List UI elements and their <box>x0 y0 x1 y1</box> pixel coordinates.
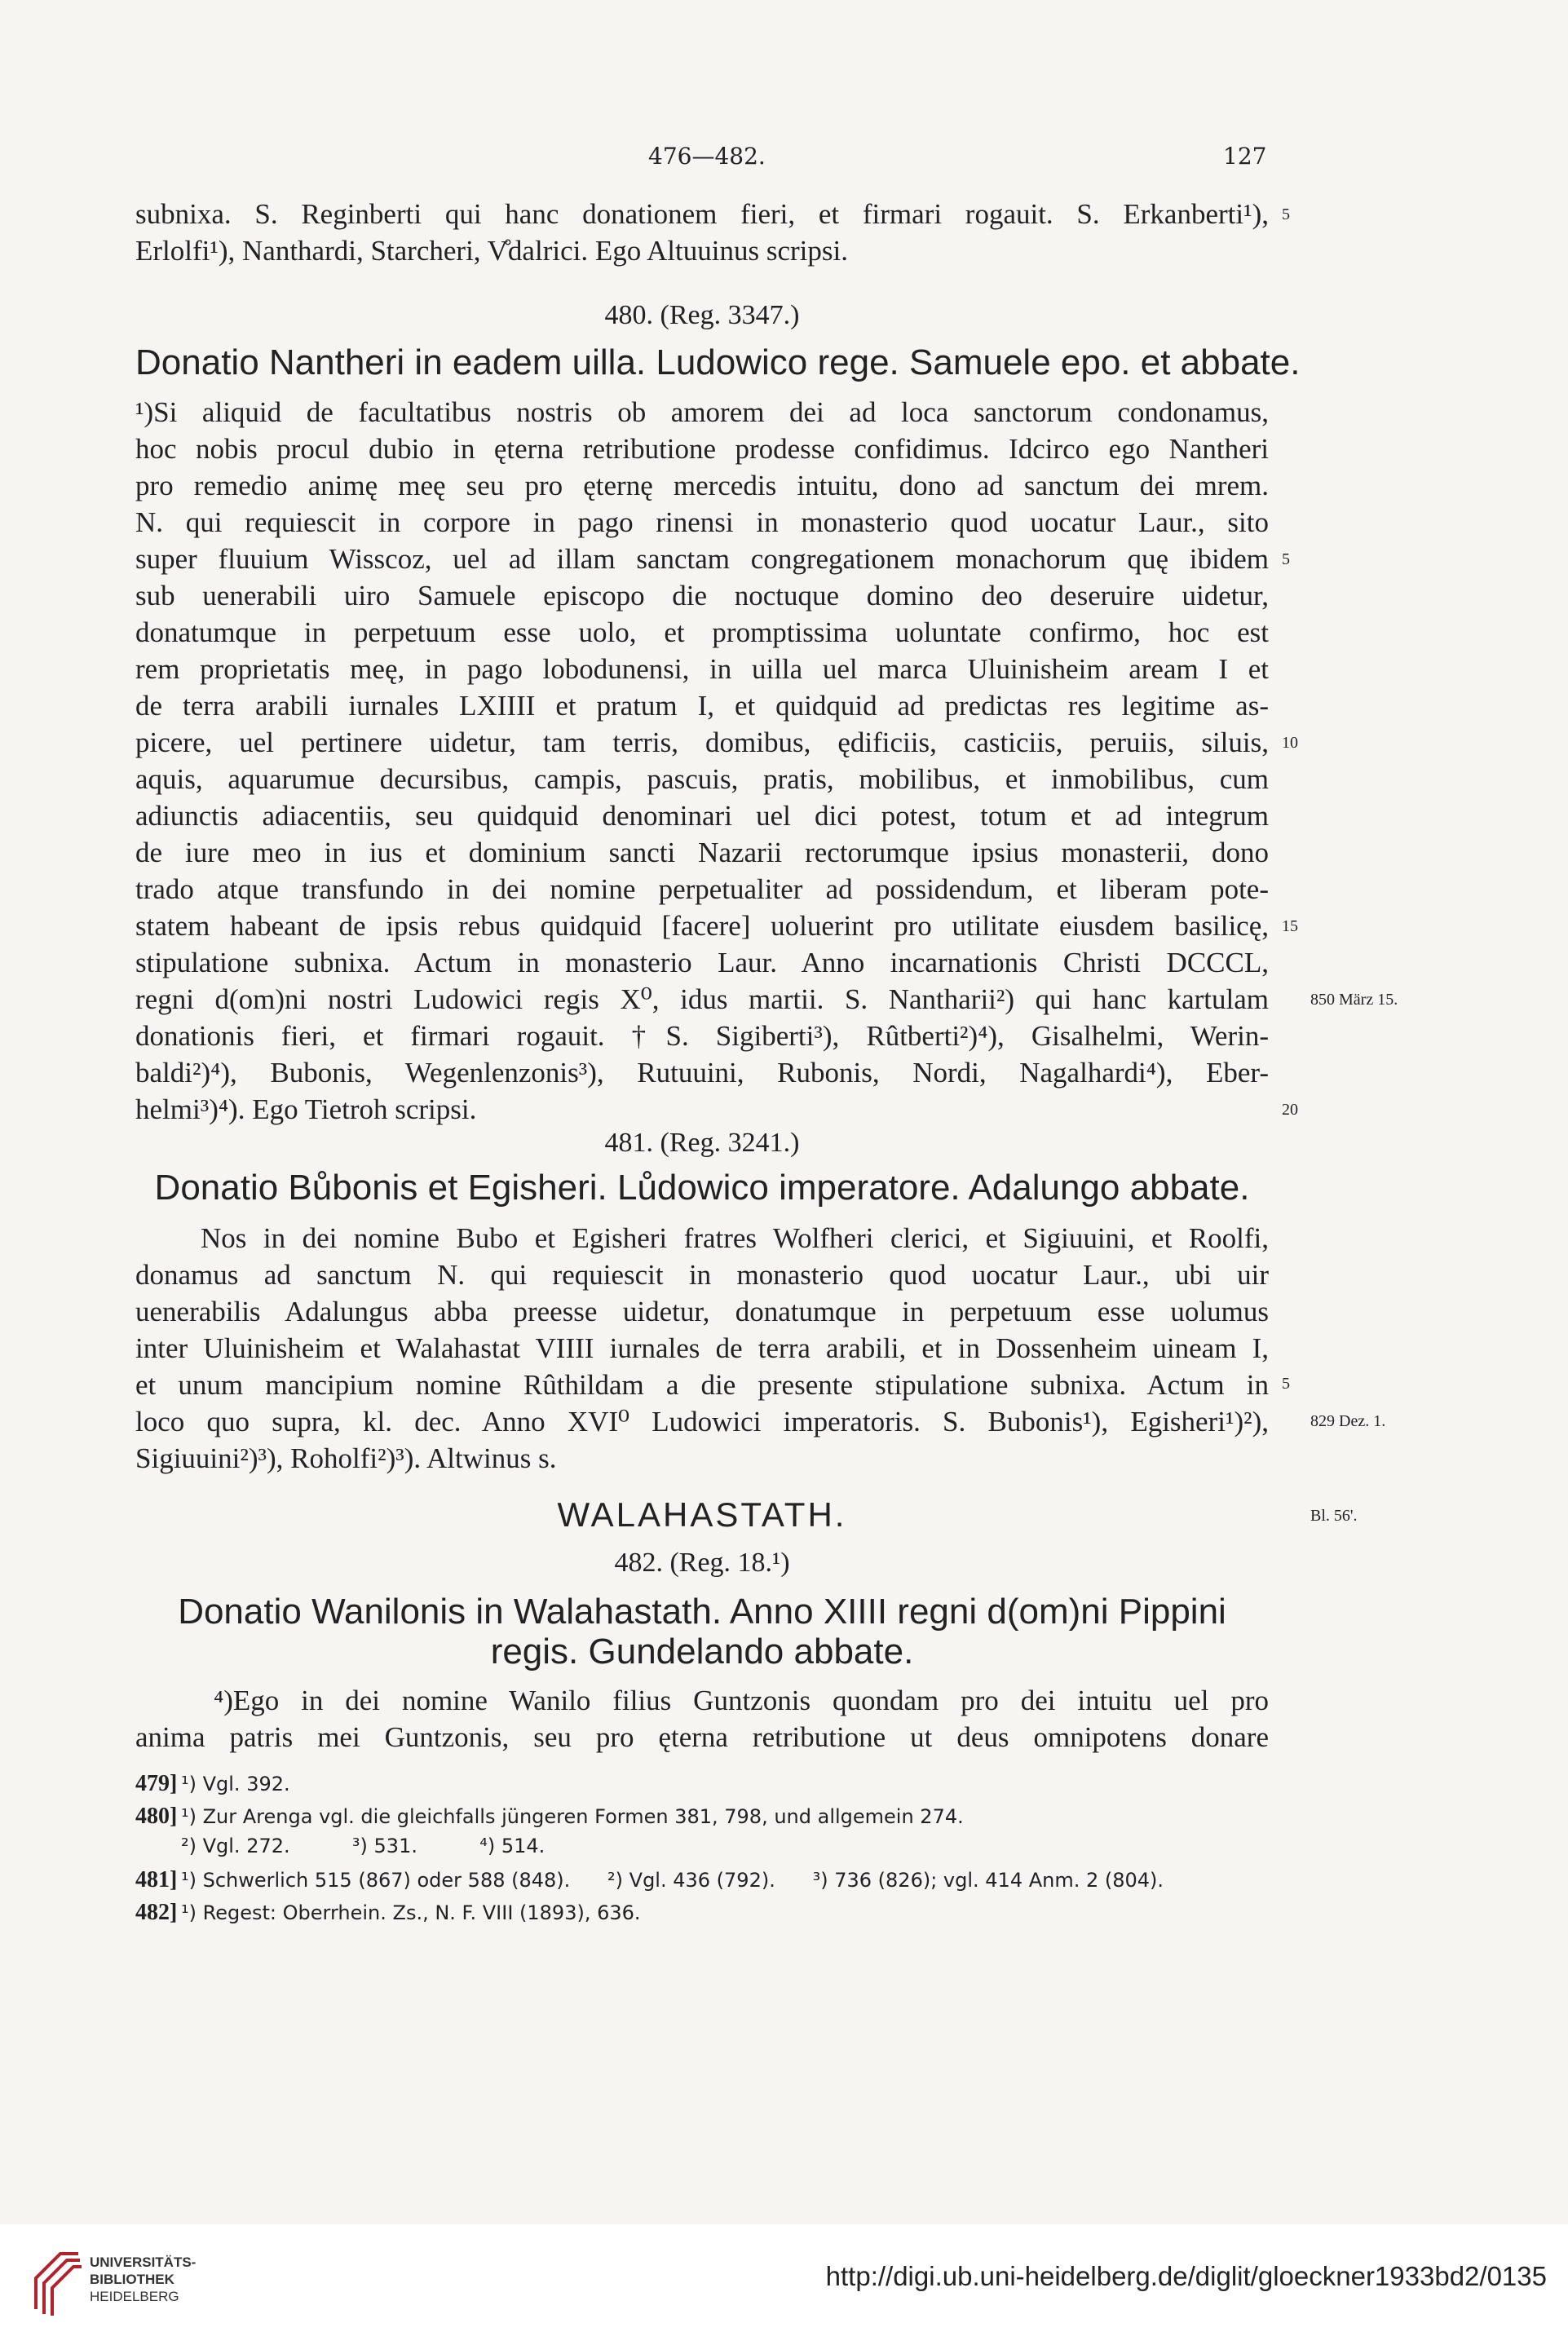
library-name-line: HEIDELBERG <box>90 2289 179 2304</box>
text-line: helmi³)⁴). Ego Tietroh scripsi. <box>135 1093 477 1125</box>
footnote: ²) Vgl. 272. ³) 531. ⁴) 514. <box>181 1835 545 1857</box>
text-line: aquis, aquarumue decursibus, campis, pascuis, pratis, mobilibus, et inmobilibus, cum <box>135 763 1269 795</box>
text-line: statem habeant de ipsis rebus quidquid [facere] uoluerint pro utilitate eiusdem basilicę, <box>135 910 1269 942</box>
line-number: 5 <box>1282 1375 1290 1393</box>
margin-date: 829 Dez. 1. <box>1310 1412 1386 1430</box>
text-line: donamus ad sanctum N. qui requiescit in monasterio quod uocatur Laur., ubi uir <box>135 1259 1269 1291</box>
text-line: de terra arabili iurnales LXIIII et pratum I, et quidquid ad predictas res legitime as- <box>135 690 1269 722</box>
text-line: super fluuium Wisscoz, uel ad illam sanctam congregationem monachorum quę ibidem <box>135 543 1269 575</box>
footnote: 481] ¹) Schwerlich 515 (867) oder 588 (848). ²) Vgl. 436 (792). ³) 736 (826); vgl. 414 Anm. 2 (804). <box>135 1867 1164 1892</box>
text-line: Erlolfi¹), Nanthardi, Starcheri, V̊dalrici. Ego Altuuinus scripsi. <box>135 235 848 267</box>
footnote: 482] ¹) Regest: Oberrhein. Zs., N. F. VIII (1893), 636. <box>135 1900 641 1925</box>
footnote: 479] ¹) Vgl. 392. <box>135 1771 290 1796</box>
charter-title: Donatio Nantheri in eadem uilla. Ludowico rege. Samuele epo. et abbate. <box>135 342 1301 382</box>
line-number: 20 <box>1282 1101 1298 1119</box>
folio-note: Bl. 56'. <box>1310 1507 1358 1525</box>
text-line: et unum mancipium nomine Rûthildam a die presente stipulatione subnixa. Actum in <box>135 1369 1269 1401</box>
text-line: picere, uel pertinere uidetur, tam terris, domibus, ędificiis, casticiis, peruiis, siluis, <box>135 726 1269 758</box>
text-line: anima patris mei Guntzonis, seu pro ęterna retributione ut deus omnipotens donare <box>135 1721 1269 1753</box>
text-line: baldi²)⁴), Bubonis, Wegenlenzonis³), Rutuuini, Rubonis, Nordi, Nagalhardi⁴), Eber- <box>135 1057 1269 1089</box>
text-line: N. qui requiescit in corpore in pago rinensi in monasterio quod uocatur Laur., sito <box>135 506 1269 538</box>
library-name-line: UNIVERSITÄTS- <box>90 2254 197 2270</box>
text-line: donationis fieri, et firmari rogauit. †S. Sigiberti³), Rûtberti²)⁴), Gisalhelmi, Werin- <box>135 1020 1269 1052</box>
library-name <box>90 2254 196 2305</box>
permalink-url[interactable]: http://digi.ub.uni-heidelberg.de/diglit/gloeckner1933bd2/0135 <box>825 2261 1547 2291</box>
library-name-line: BIBLIOTHEK <box>90 2272 174 2287</box>
charter-title: Donatio Wanilonis in Walahastath. Anno XIIII regni d(om)ni Pippini <box>178 1592 1226 1632</box>
text-line: ⁴)Ego in dei nomine Wanilo filius Guntzonis quondam pro dei intuitu uel pro <box>214 1685 1269 1716</box>
charter-number: 481. (Reg. 3241.) <box>604 1128 800 1158</box>
charter-title: regis. Gundelando abbate. <box>490 1632 914 1672</box>
university-library-logo-icon <box>28 2246 85 2319</box>
text-line: loco quo supra, kl. dec. Anno XVI⁰ Ludowici imperatoris. S. Bubonis¹), Egisheri¹)²), <box>135 1406 1269 1437</box>
margin-date: 850 März 15. <box>1310 991 1398 1009</box>
charter-number: 480. (Reg. 3347.) <box>604 300 800 330</box>
text-line: regni d(om)ni nostri Ludowici regis X⁰, idus martii. S. Nantharii²) qui hanc kartulam <box>135 983 1269 1015</box>
charter-title: Donatio Bůbonis et Egisheri. Lůdowico imperatore. Adalungo abbate. <box>154 1168 1250 1208</box>
text-line: adiunctis adiacentiis, seu quidquid denominari uel dici potest, totum et ad integrum <box>135 800 1269 832</box>
text-line: pro remedio animę meę seu pro ęternę mercedis intuitu, dono ad sanctum dei mrem. <box>135 470 1269 501</box>
text-line: trado atque transfundo in dei nomine perpetualiter ad possidendum, et liberam pote- <box>135 873 1269 905</box>
page-number: 127 <box>1223 143 1267 170</box>
section-heading: WALAHASTATH. <box>557 1495 847 1534</box>
line-number: 15 <box>1282 917 1298 935</box>
footnote: 480] ¹) Zur Arenga vgl. die gleichfalls jüngeren Formen 381, 798, und allgemein 274. <box>135 1804 964 1829</box>
text-line: inter Uluinisheim et Walahastat VIIII iurnales de terra arabili, et in Dossenheim uineam I, <box>135 1332 1269 1364</box>
text-line: stipulatione subnixa. Actum in monasterio Laur. Anno incarnationis Christi DCCCL, <box>135 947 1269 978</box>
text-line: subnixa. S. Reginberti qui hanc donationem fieri, et firmari rogauit. S. Erkanberti¹), <box>135 198 1269 230</box>
line-number: 5 <box>1282 205 1290 223</box>
text-line: de iure meo in ius et dominium sancti Nazarii rectorumque ipsius monasterii, dono <box>135 837 1269 868</box>
line-number: 5 <box>1282 550 1290 568</box>
charter-number: 482. (Reg. 18.¹) <box>614 1548 790 1578</box>
line-number: 10 <box>1282 734 1298 752</box>
text-line: ¹)Si aliquid de facultatibus nostris ob amorem dei ad loca sanctorum condonamus, <box>135 396 1269 428</box>
text-line: rem proprietatis meę, in pago lobodunensi, in uilla uel marca Uluinisheim aream I et <box>135 653 1269 685</box>
text-line: donatumque in perpetuum esse uolo, et promptissima uoluntate confirmo, hoc est <box>135 616 1269 648</box>
text-line: sub uenerabili uiro Samuele episcopo die noctuque domino deo deseruire uidetur, <box>135 580 1269 612</box>
text-line: hoc nobis procul dubio in ęterna retributione prodesse confidimus. Idcirco ego Nantheri <box>135 433 1269 465</box>
text-line: Sigiuuini²)³), Roholfi²)³). Altwinus s. <box>135 1442 557 1474</box>
text-line: Nos in dei nomine Bubo et Egisheri fratres Wolfheri clerici, et Sigiuuini, et Roolfi, <box>201 1222 1269 1254</box>
page-range-header: 476—482. <box>648 143 766 170</box>
text-line: uenerabilis Adalungus abba preesse uidetur, donatumque in perpetuum esse uolumus <box>135 1296 1269 1327</box>
